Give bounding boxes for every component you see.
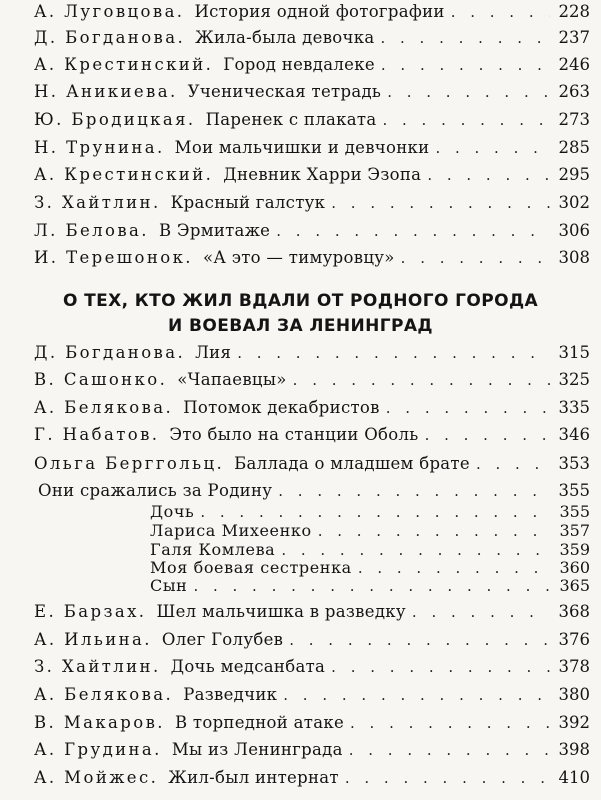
toc-sub-entry <box>150 502 590 521</box>
dot-leader <box>435 139 550 157</box>
entry-author: А. Крестинский. <box>34 165 214 184</box>
entry-page: 410 <box>558 768 590 787</box>
dot-leader <box>331 658 550 676</box>
dot-leader <box>412 603 550 621</box>
sub-entry-page: 360 <box>559 558 590 577</box>
entry-author: А. Крестинский. <box>34 55 214 74</box>
toc-entry <box>34 370 590 394</box>
entry-author: Н. Трунина. <box>34 138 165 157</box>
toc-entry <box>34 713 590 737</box>
dot-leader <box>318 522 550 540</box>
dot-leader <box>293 371 550 389</box>
entry-title: Шел мальчишка в разведку <box>156 602 406 621</box>
entry-page: 302 <box>558 193 590 212</box>
entry-page: 308 <box>558 248 590 267</box>
entry-page: 380 <box>558 685 590 704</box>
toc-entry <box>34 55 590 79</box>
toc-entry <box>34 768 590 792</box>
entry-author: А. Грудина. <box>34 740 162 759</box>
dot-leader <box>193 577 550 595</box>
entry-author: Н. Аникиева. <box>34 82 178 101</box>
dot-leader <box>381 56 550 74</box>
entry-author: Г. Набатов. <box>34 425 160 444</box>
sub-entry-page: 365 <box>559 576 590 595</box>
entry-author: А. Мойжес. <box>34 768 159 787</box>
entry-author: З. Хайтлин. <box>34 657 161 676</box>
toc-entry <box>34 425 590 449</box>
entry-author: В. Макаров. <box>34 713 165 732</box>
entry-author: А. Ильина. <box>34 630 152 649</box>
toc-sub-entry <box>150 576 590 595</box>
toc-entry <box>34 248 590 272</box>
sub-entry-page: 359 <box>559 540 590 559</box>
entry-page: 376 <box>558 630 590 649</box>
dot-leader <box>331 194 550 212</box>
sub-entry-title: Дочь <box>150 502 195 521</box>
entry-title: Паренек с плаката <box>205 110 377 129</box>
toc-entry <box>34 165 590 189</box>
toc-entry <box>34 454 590 478</box>
entry-title: Это было на станции Оболь <box>169 425 419 444</box>
entry-author: Д. Богданова. <box>34 28 186 47</box>
dot-leader <box>451 3 550 21</box>
entry-title: Потомок декабристов <box>183 398 380 417</box>
dot-leader <box>281 541 550 559</box>
toc-entry <box>34 740 590 764</box>
sub-entry-title: Галя Комлева <box>150 540 276 559</box>
entry-author: Ю. Бродицкая. <box>34 110 196 129</box>
entry-title: Жил-был интернат <box>168 768 339 787</box>
entry-page: 325 <box>558 370 590 389</box>
dot-leader <box>276 222 550 240</box>
entry-page: 246 <box>558 55 590 74</box>
group-title: Они сражались за Родину <box>38 481 273 500</box>
entry-title: Лия <box>195 343 232 362</box>
dot-leader <box>345 769 550 787</box>
entry-title: Разведчик <box>183 685 278 704</box>
section-heading-line-1: О ТЕХ, КТО ЖИЛ ВДАЛИ ОТ РОДНОГО ГОРОДА <box>62 291 539 311</box>
toc-entry <box>34 398 590 422</box>
entry-page: 263 <box>558 82 590 101</box>
entry-page: 398 <box>558 740 590 759</box>
dot-leader <box>237 344 550 362</box>
toc-entry <box>34 138 590 162</box>
dot-leader <box>382 111 550 129</box>
toc-entry <box>34 602 590 626</box>
toc-entry <box>34 221 590 245</box>
toc-entry <box>34 630 590 654</box>
entry-title: Жила-была девочка <box>195 28 375 47</box>
entry-title: Мы из Ленинграда <box>171 740 343 759</box>
entry-page: 368 <box>558 602 590 621</box>
entry-page: 392 <box>558 713 590 732</box>
section-heading-line-2: И ВОЕВАЛ ЗА ЛЕНИНГРАД <box>168 316 433 336</box>
entry-page: 315 <box>558 343 590 362</box>
entry-title: Баллада о младшем брате <box>234 454 470 473</box>
entry-title: Красный галстук <box>170 193 326 212</box>
toc-sub-entry <box>150 540 590 559</box>
entry-title: Дочь медсанбата <box>170 657 326 676</box>
dot-leader <box>350 714 550 732</box>
entry-title: Ученическая тетрадь <box>187 82 382 101</box>
entry-title: Олег Голубев <box>161 630 284 649</box>
entry-title: «А это — тимуровцу» <box>202 248 395 267</box>
entry-author: А. Белякова. <box>34 685 174 704</box>
entry-page: 346 <box>558 425 590 444</box>
toc-entry <box>34 28 590 52</box>
entry-author: Л. Белова. <box>34 221 149 240</box>
dot-leader <box>283 686 550 704</box>
entry-author: А. Белякова. <box>34 398 174 417</box>
toc-entry <box>34 657 590 681</box>
dot-leader <box>386 399 550 417</box>
entry-page: 295 <box>558 165 590 184</box>
entry-page: 285 <box>558 138 590 157</box>
dot-leader <box>387 83 550 101</box>
toc-entry <box>34 110 590 134</box>
entry-title: В Эрмитаже <box>158 221 271 240</box>
entry-author: А. Луговцова. <box>34 2 185 21</box>
entry-title: Дневник Харри Эзопа <box>223 165 422 184</box>
entry-page: 378 <box>558 657 590 676</box>
dot-leader <box>358 559 550 577</box>
entry-author: В. Сашонко. <box>34 370 168 389</box>
toc-entry <box>34 2 590 26</box>
entry-page: 353 <box>558 454 590 473</box>
entry-page: 228 <box>558 2 590 21</box>
entry-title: В торпедной атаке <box>174 713 345 732</box>
entry-page: 273 <box>558 110 590 129</box>
sub-entry-title: Моя боевая сестренка <box>150 558 352 577</box>
toc-entry <box>34 82 590 106</box>
entry-author: И. Терешонок. <box>34 248 193 267</box>
dot-leader <box>289 631 550 649</box>
section-heading <box>0 289 601 339</box>
toc-sub-entry <box>150 521 590 540</box>
entry-page: 335 <box>558 398 590 417</box>
sub-entry-title: Сын <box>150 576 188 595</box>
entry-title: Город невдалеке <box>223 55 375 74</box>
dot-leader <box>476 455 550 473</box>
dot-leader <box>200 503 550 521</box>
dot-leader <box>427 166 550 184</box>
dot-leader <box>425 426 550 444</box>
entry-page: 237 <box>558 28 590 47</box>
entry-page: 306 <box>558 221 590 240</box>
entry-author: Ольга Берггольц. <box>34 454 225 473</box>
toc-entry <box>34 343 590 367</box>
sub-entry-page: 355 <box>559 502 590 521</box>
sub-entry-page: 357 <box>559 521 590 540</box>
toc-sub-entry <box>150 558 590 577</box>
dot-leader <box>278 482 550 500</box>
dot-leader <box>401 249 550 267</box>
entry-author: Д. Богданова. <box>34 343 186 362</box>
entry-author: З. Хайтлин. <box>34 193 161 212</box>
dot-leader <box>380 29 550 47</box>
toc-entry <box>34 685 590 709</box>
entry-title: Мои мальчишки и девчонки <box>174 138 430 157</box>
toc-entry <box>34 193 590 217</box>
entry-title: «Чапаевцы» <box>177 370 287 389</box>
dot-leader <box>349 741 550 759</box>
entry-author: Е. Барзах. <box>34 602 147 621</box>
group-page: 355 <box>558 481 590 500</box>
entry-title: История одной фотографии <box>194 2 445 21</box>
sub-entry-title: Лариса Михеенко <box>150 521 312 540</box>
